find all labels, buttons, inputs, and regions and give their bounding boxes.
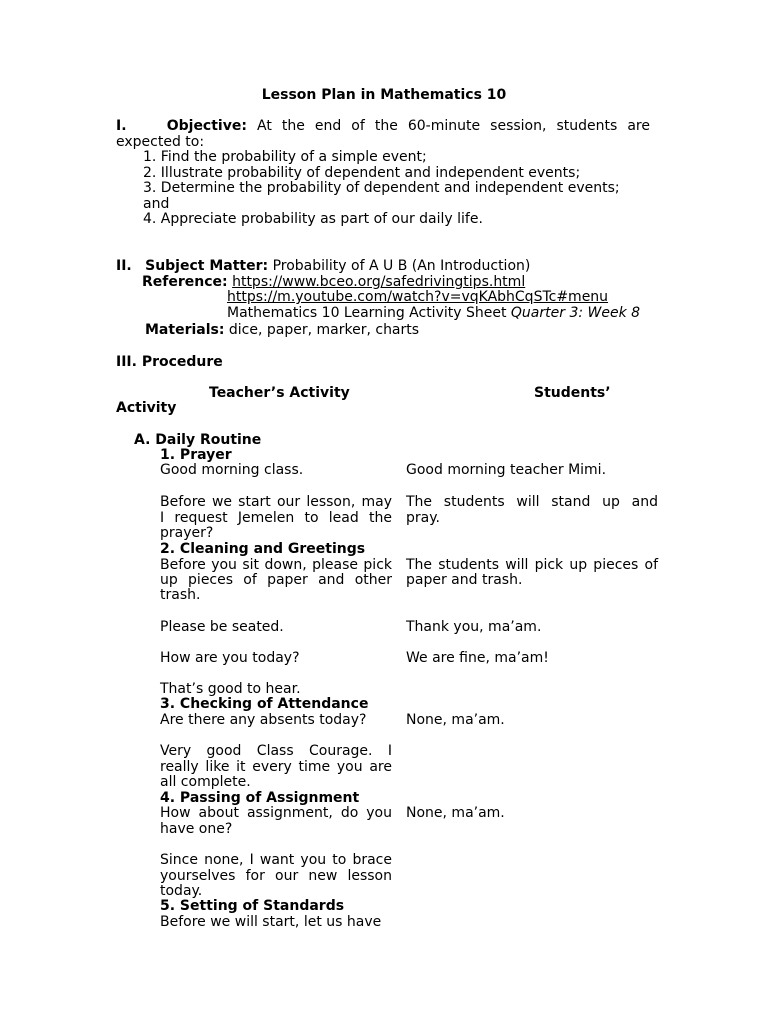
objective-item: and	[143, 196, 170, 212]
objective-intro: At the end of the 60-minute session, students are	[257, 118, 650, 134]
teacher-line: How about assignment, do you	[160, 805, 392, 821]
materials-list: dice, paper, marker, charts	[228, 322, 420, 338]
materials-line	[145, 323, 419, 339]
cleaning-heading: 2. Cleaning and Greetings	[160, 541, 366, 557]
teacher-line: Before we start our lesson, may	[160, 494, 392, 510]
teacher-line: today.	[160, 883, 203, 899]
teacher-line: That’s good to hear.	[160, 681, 301, 697]
reference-text-line	[227, 306, 640, 322]
objective-item: 2. Illustrate probability of dependent and independent events;	[143, 165, 581, 181]
student-line: Good morning teacher Mimi.	[406, 462, 607, 478]
teacher-line: yourselves for our new lesson	[160, 868, 392, 884]
student-line: None, ma’am.	[406, 805, 505, 821]
objective-numeral: I.	[116, 118, 127, 134]
student-line: We are fine, ma’am!	[406, 650, 549, 666]
objective-line	[116, 119, 650, 135]
reference-link[interactable]: https://www.bceo.org/safedrivingtips.html	[232, 274, 526, 290]
teacher-line: Very good Class Courage. I	[160, 743, 392, 759]
page-title: Lesson Plan in Mathematics 10	[261, 87, 507, 103]
teacher-line: up pieces of paper and other	[160, 572, 392, 588]
teacher-line: Good morning class.	[160, 462, 304, 478]
prayer-heading: 1. Prayer	[160, 447, 232, 463]
materials-label: Materials:	[145, 322, 225, 338]
student-line: Thank you, ma’am.	[406, 619, 542, 635]
teacher-line: Please be seated.	[160, 619, 284, 635]
teacher-line: Before you sit down, please pick	[160, 557, 392, 573]
teacher-line: prayer?	[160, 525, 214, 541]
teacher-line: trash.	[160, 587, 201, 603]
teacher-line: all complete.	[160, 774, 251, 790]
teacher-activity-header: Teacher’s Activity	[209, 385, 350, 401]
reference-link[interactable]: https://m.youtube.com/watch?v=vqKAbhCqSTc#menu	[227, 289, 609, 305]
subject-heading: Subject Matter:	[145, 258, 269, 274]
reference-text: Mathematics 10 Learning Activity Sheet	[227, 305, 507, 321]
teacher-line: have one?	[160, 821, 233, 837]
assignment-heading: 4. Passing of Assignment	[160, 790, 360, 806]
objective-heading: Objective:	[166, 118, 247, 134]
daily-routine-heading: A. Daily Routine	[134, 432, 262, 448]
teacher-line: I request Jemelen to lead the	[160, 510, 392, 526]
subject-topic: Probability of A U B (An Introduction)	[272, 258, 531, 274]
standards-heading: 5. Setting of Standards	[160, 898, 345, 914]
students-activity-header-cont: Activity	[116, 400, 177, 416]
objective-item: 4. Appreciate probability as part of our daily life.	[143, 211, 483, 227]
objective-intro-cont: expected to:	[116, 134, 205, 150]
student-line: pray.	[406, 510, 440, 526]
reference-quarter: Quarter 3: Week 8	[510, 305, 641, 321]
students-activity-header: Students’	[534, 385, 611, 401]
student-line: The students will stand up and	[406, 494, 658, 510]
teacher-line: How are you today?	[160, 650, 300, 666]
student-line: paper and trash.	[406, 572, 523, 588]
teacher-line: Before we will start, let us have	[160, 914, 382, 930]
teacher-line: really like it every time you are	[160, 759, 392, 775]
subject-matter-line	[116, 259, 530, 275]
student-line: The students will pick up pieces of	[406, 557, 658, 573]
objective-item: 3. Determine the probability of dependent and independent events;	[143, 180, 620, 196]
objective-item: 1. Find the probability of a simple event;	[143, 149, 427, 165]
procedure-heading: III. Procedure	[116, 354, 223, 370]
student-line: None, ma’am.	[406, 712, 505, 728]
reference-label: Reference:	[142, 274, 228, 290]
teacher-line: Since none, I want you to brace	[160, 852, 392, 868]
subject-numeral: II.	[116, 258, 132, 274]
attendance-heading: 3. Checking of Attendance	[160, 696, 369, 712]
teacher-line: Are there any absents today?	[160, 712, 367, 728]
